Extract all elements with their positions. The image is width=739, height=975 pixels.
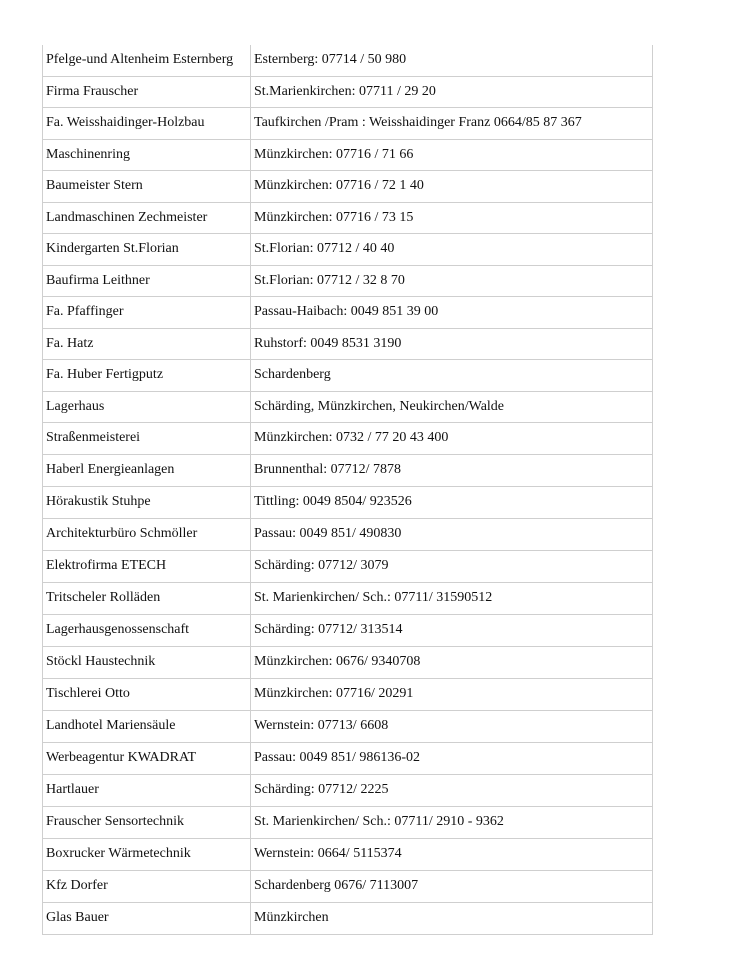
contact-cell: Schärding: 07712/ 3079 (251, 550, 653, 582)
contact-cell: Wernstein: 0664/ 5115374 (251, 838, 653, 870)
contact-cell: Ruhstorf: 0049 8531 3190 (251, 328, 653, 360)
company-cell: Kindergarten St.Florian (43, 234, 251, 266)
company-cell: Landmaschinen Zechmeister (43, 202, 251, 234)
company-cell: Fa. Huber Fertigputz (43, 360, 251, 392)
table-row (43, 108, 653, 140)
contact-cell: Schärding: 07712/ 2225 (251, 774, 653, 806)
contact-cell: Passau: 0049 851/ 490830 (251, 518, 653, 550)
table-row (43, 454, 653, 486)
table-row (43, 614, 653, 646)
contacts-table (42, 45, 653, 935)
table-row (43, 806, 653, 838)
company-cell: Hartlauer (43, 774, 251, 806)
company-cell: Lagerhaus (43, 391, 251, 423)
company-cell: Lagerhausgenossenschaft (43, 614, 251, 646)
table-row (43, 76, 653, 108)
contact-cell: Esternberg: 07714 / 50 980 (251, 45, 653, 76)
table-row (43, 742, 653, 774)
company-cell: Fa. Hatz (43, 328, 251, 360)
table-row (43, 710, 653, 742)
contact-cell: Passau-Haibach: 0049 851 39 00 (251, 297, 653, 329)
table-row (43, 265, 653, 297)
table-row (43, 678, 653, 710)
company-cell: Glas Bauer (43, 902, 251, 934)
contact-cell: St.Florian: 07712 / 32 8 70 (251, 265, 653, 297)
table-row (43, 423, 653, 455)
company-cell: Werbeagentur KWADRAT (43, 742, 251, 774)
contact-cell: Münzkirchen (251, 902, 653, 934)
contact-cell: Schärding: 07712/ 313514 (251, 614, 653, 646)
table-row (43, 486, 653, 518)
table-row (43, 45, 653, 76)
contact-cell: Schärding, Münzkirchen, Neukirchen/Walde (251, 391, 653, 423)
table-row (43, 360, 653, 392)
contact-cell: Tittling: 0049 8504/ 923526 (251, 486, 653, 518)
contact-cell: Münzkirchen: 07716 / 73 15 (251, 202, 653, 234)
contact-cell: Münzkirchen: 07716/ 20291 (251, 678, 653, 710)
company-cell: Baumeister Stern (43, 171, 251, 203)
company-cell: Fa. Pfaffinger (43, 297, 251, 329)
contact-cell: Münzkirchen: 0732 / 77 20 43 400 (251, 423, 653, 455)
table-row (43, 838, 653, 870)
company-cell: Boxrucker Wärmetechnik (43, 838, 251, 870)
company-cell: Hörakustik Stuhpe (43, 486, 251, 518)
contact-cell: Taufkirchen /Pram : Weisshaidinger Franz 0664/85 87 367 (251, 108, 653, 140)
contact-cell: Schardenberg 0676/ 7113007 (251, 870, 653, 902)
company-cell: Frauscher Sensortechnik (43, 806, 251, 838)
table-row (43, 550, 653, 582)
table-row (43, 518, 653, 550)
company-cell: Firma Frauscher (43, 76, 251, 108)
company-cell: Landhotel Mariensäule (43, 710, 251, 742)
contact-cell: St. Marienkirchen/ Sch.: 07711/ 2910 - 9362 (251, 806, 653, 838)
table-row (43, 870, 653, 902)
table-row (43, 774, 653, 806)
company-cell: Baufirma Leithner (43, 265, 251, 297)
table-row (43, 171, 653, 203)
company-cell: Tritscheler Rolläden (43, 582, 251, 614)
contact-cell: Wernstein: 07713/ 6608 (251, 710, 653, 742)
contact-cell: Münzkirchen: 07716 / 71 66 (251, 139, 653, 171)
table-row (43, 139, 653, 171)
table-row (43, 902, 653, 934)
company-cell: Kfz Dorfer (43, 870, 251, 902)
contact-cell: Schardenberg (251, 360, 653, 392)
company-cell: Haberl Energieanlagen (43, 454, 251, 486)
contact-cell: St.Marienkirchen: 07711 / 29 20 (251, 76, 653, 108)
company-cell: Architekturbüro Schmöller (43, 518, 251, 550)
contact-cell: Münzkirchen: 0676/ 9340708 (251, 646, 653, 678)
contact-cell: St. Marienkirchen/ Sch.: 07711/ 31590512 (251, 582, 653, 614)
contact-cell: St.Florian: 07712 / 40 40 (251, 234, 653, 266)
company-cell: Fa. Weisshaidinger-Holzbau (43, 108, 251, 140)
company-cell: Pfelge-und Altenheim Esternberg (43, 45, 251, 76)
company-cell: Straßenmeisterei (43, 423, 251, 455)
table-row (43, 202, 653, 234)
table-row (43, 646, 653, 678)
contact-cell: Passau: 0049 851/ 986136-02 (251, 742, 653, 774)
company-cell: Stöckl Haustechnik (43, 646, 251, 678)
company-cell: Tischlerei Otto (43, 678, 251, 710)
company-cell: Elektrofirma ETECH (43, 550, 251, 582)
contact-cell: Brunnenthal: 07712/ 7878 (251, 454, 653, 486)
table-row (43, 234, 653, 266)
table-row (43, 582, 653, 614)
table-row (43, 391, 653, 423)
contact-cell: Münzkirchen: 07716 / 72 1 40 (251, 171, 653, 203)
table-row (43, 328, 653, 360)
company-cell: Maschinenring (43, 139, 251, 171)
table-row (43, 297, 653, 329)
